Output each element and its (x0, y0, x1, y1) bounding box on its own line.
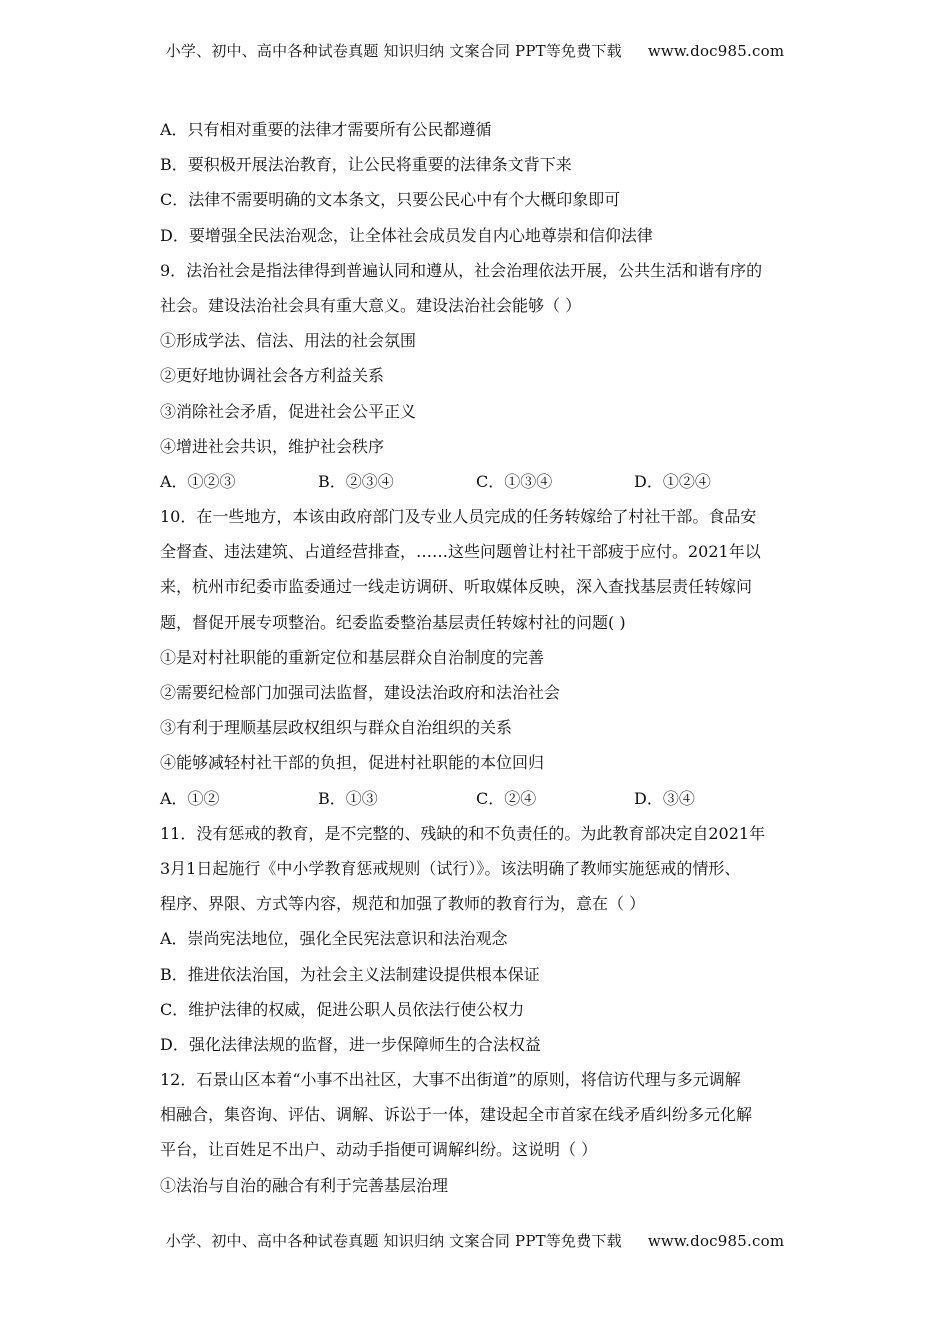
footer-url[interactable]: www.doc985.com (647, 1232, 785, 1250)
q10-stem-line-3: 来，杭州市纪委市监委通过一线走访调研、听取媒体反映，深入查找基层责任转嫁问 (160, 577, 753, 597)
q9-option-b: B．②③④ (318, 471, 394, 491)
q10-options (160, 781, 792, 816)
q12-statement-1: ①法治与自治的融合有利于完善基层治理 (160, 1175, 449, 1195)
q9-option-a: A．①②③ (160, 471, 236, 491)
q9-statement-2: ②更好地协调社会各方利益关系 (160, 366, 385, 386)
q11-stem-line-3: 程序、界限、方式等内容，规范和加强了教师的教育行为，意在（ ） (160, 894, 646, 914)
q11-option-c: C．维护法律的权威，促进公职人员依法行使公权力 (160, 999, 525, 1019)
header-url[interactable]: www.doc985.com (647, 42, 785, 60)
q10-option-a: A．①② (160, 788, 220, 808)
q10-option-d: D．③④ (634, 788, 695, 808)
q12-stem-line-2: 相融合，集咨询、评估、调解、诉讼于一体，建设起全市首家在线矛盾纠纷多元化解 (160, 1105, 753, 1125)
q9-stem-line-1: 9．法治社会是指法律得到普遍认同和遵从，社会治理依法开展，公共生活和谐有序的 (160, 260, 763, 280)
footer-text: 小学、初中、高中各种试卷真题 知识归纳 文案合同 PPT等免费下载 (165, 1232, 622, 1250)
q11-stem-line-1: 11．没有惩戒的教育，是不完整的、残缺的和不负责任的。为此教育部决定自2021年 (160, 823, 766, 843)
q10-statement-2: ②需要纪检部门加强司法监督，建设法治政府和法治社会 (160, 683, 561, 702)
q8-option-d: D．要增强全民法治观念，让全体社会成员发自内心地尊崇和信仰法律 (160, 225, 653, 245)
q10-option-c: C．②④ (476, 788, 537, 808)
q8-option-a: A．只有相对重要的法律才需要所有公民都遵循 (160, 120, 492, 139)
q8-option-c: C．法律不需要明确的文本条文，只要公民心中有个大概印象即可 (160, 190, 621, 210)
page-footer (0, 1230, 950, 1251)
q12-stem-line-3: 平台，让百姓足不出户、动动手指便可调解纠纷。这说明（ ） (160, 1140, 598, 1160)
q10-stem-line-2: 全督查、违法建筑、占道经营排查，……这些问题曾让村社干部疲于应付。2021年以 (160, 542, 761, 562)
q10-option-b: B．①③ (318, 788, 378, 808)
q11-option-b: B．推进依法治国，为社会主义法制建设提供根本保证 (160, 964, 540, 984)
document-body (160, 112, 792, 1203)
q9-option-d: D．①②④ (634, 471, 711, 491)
q9-statement-4: ④增进社会共识，维护社会秩序 (160, 436, 385, 456)
q10-statement-4: ④能够减轻村社干部的负担，促进村社职能的本位回归 (160, 753, 545, 773)
q10-statement-1: ①是对村社职能的重新定位和基层群众自治制度的完善 (160, 647, 545, 667)
q9-statement-3: ③消除社会矛盾，促进社会公平正义 (160, 401, 417, 421)
q9-options (160, 464, 792, 499)
q10-stem-line-1: 10．在一些地方，本该由政府部门及专业人员完成的任务转嫁给了村社干部。食品安 (160, 507, 757, 527)
q8-option-b: B．要积极开展法治教育，让公民将重要的法律条文背下来 (160, 155, 572, 175)
q9-statement-1: ①形成学法、信法、用法的社会氛围 (160, 331, 417, 351)
q11-option-d: D．强化法律法规的监督，进一步保障师生的合法权益 (160, 1034, 541, 1054)
header-text: 小学、初中、高中各种试卷真题 知识归纳 文案合同 PPT等免费下载 (165, 42, 622, 60)
page-header (0, 40, 950, 61)
q11-stem-line-2: 3月1日起施行《中小学教育惩戒规则（试行）》。该法明确了教师实施惩戒的情形、 (160, 858, 741, 878)
q9-option-c: C．①③④ (476, 471, 553, 491)
q11-option-a: A．崇尚宪法地位，强化全民宪法意识和法治观念 (160, 929, 508, 949)
q9-stem-line-2: 社会。建设法治社会具有重大意义。建设法治社会能够（ ） (160, 295, 582, 315)
q10-stem-line-4: 题，督促开展专项整治。纪委监委整治基层责任转嫁村社的问题( ) (160, 612, 626, 632)
q10-statement-3: ③有利于理顺基层政权组织与群众自治组织的关系 (160, 718, 513, 738)
q12-stem-line-1: 12．石景山区本着“小事不出社区，大事不出街道”的原则，将信访代理与多元调解 (160, 1070, 741, 1090)
